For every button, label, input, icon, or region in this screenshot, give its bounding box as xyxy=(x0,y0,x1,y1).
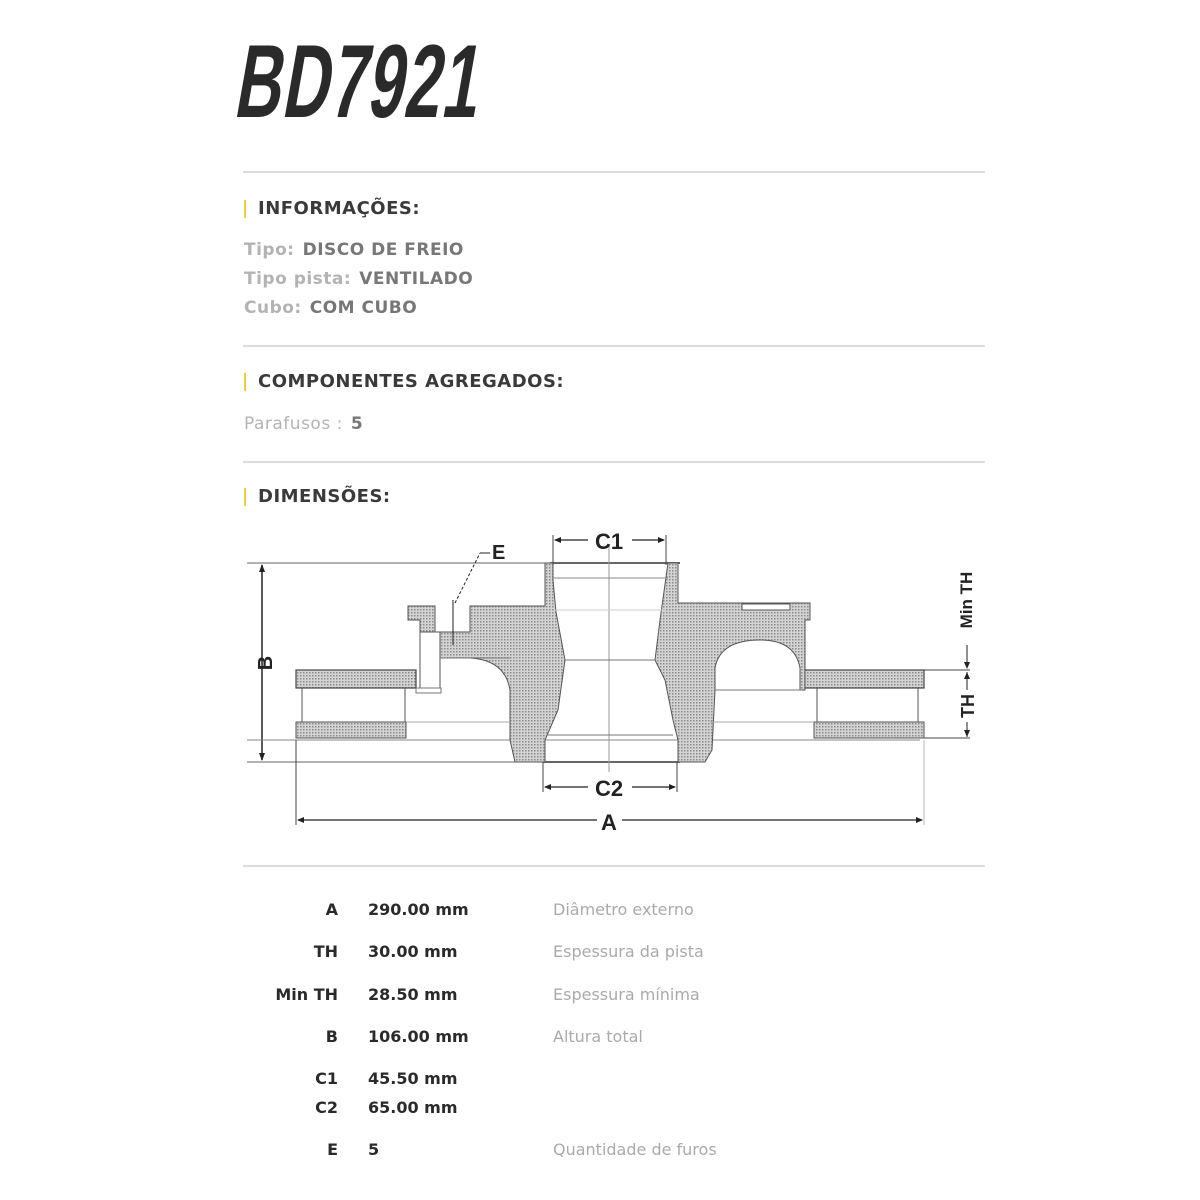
spec-label: A xyxy=(325,900,338,919)
info-key: Tipo: xyxy=(244,240,295,260)
diagram-label-th: TH xyxy=(958,694,978,718)
spec-description: Espessura mínima xyxy=(553,985,700,1004)
section-heading-dimensions xyxy=(244,486,391,507)
info-value: DISCO DE FREIO xyxy=(302,240,464,260)
divider xyxy=(243,345,985,347)
spec-label: Min TH xyxy=(275,985,338,1004)
info-value: COM CUBO xyxy=(309,298,418,318)
section-heading-label: DIMENSÕES: xyxy=(258,486,391,507)
diagram-label-a: A xyxy=(601,810,617,835)
spec-value: 65.00 mm xyxy=(368,1098,458,1117)
section-heading-label: COMPONENTES AGREGADOS: xyxy=(258,371,565,392)
spec-label: C1 xyxy=(315,1069,338,1088)
spec-row-c2 xyxy=(0,1098,900,1122)
divider xyxy=(243,461,985,463)
info-row-parafusos xyxy=(244,414,363,434)
spec-value: 5 xyxy=(368,1140,380,1159)
spec-label: TH xyxy=(313,942,338,961)
section-heading-label: INFORMAÇÕES: xyxy=(258,198,421,219)
diagram-label-e: E xyxy=(492,542,506,564)
spec-label: B xyxy=(325,1027,338,1046)
section-heading-info xyxy=(244,198,420,219)
info-key: Cubo: xyxy=(244,298,302,318)
spec-row-b xyxy=(0,1027,900,1051)
spec-row-min-th xyxy=(0,985,900,1009)
spec-value: 45.50 mm xyxy=(368,1069,458,1088)
section-heading-components xyxy=(244,371,564,392)
info-row-tipo-pista xyxy=(244,269,473,289)
spec-label: E xyxy=(327,1140,338,1159)
spec-value: 290.00 mm xyxy=(368,900,469,919)
spec-description: Altura total xyxy=(553,1027,643,1046)
spec-value: 28.50 mm xyxy=(368,985,458,1004)
info-key: Parafusos : xyxy=(244,414,343,434)
spec-row-e xyxy=(0,1140,900,1164)
info-row-tipo xyxy=(244,240,464,260)
spec-description: Espessura da pista xyxy=(553,942,704,961)
diagram-label-c1: C1 xyxy=(594,529,624,554)
divider xyxy=(243,171,985,173)
product-code-title: BD7921 xyxy=(228,24,494,140)
spec-description: Quantidade de furos xyxy=(553,1140,717,1159)
accent-bar xyxy=(244,200,246,218)
spec-label: C2 xyxy=(315,1098,338,1117)
brake-disc-cross-section-diagram xyxy=(240,525,1000,845)
spec-value: 30.00 mm xyxy=(368,942,458,961)
divider xyxy=(243,865,985,867)
spec-description: Diâmetro externo xyxy=(553,900,694,919)
diagram-label-min-th: Min TH xyxy=(957,571,976,629)
spec-row-c1 xyxy=(0,1069,900,1093)
spec-value: 106.00 mm xyxy=(368,1027,469,1046)
info-row-cubo xyxy=(244,298,417,318)
accent-bar xyxy=(244,373,246,391)
accent-bar xyxy=(244,488,246,506)
info-value: 5 xyxy=(350,414,364,434)
spec-row-a xyxy=(0,900,900,924)
diagram-label-c2: C2 xyxy=(594,776,624,801)
info-value: VENTILADO xyxy=(359,269,474,289)
diagram-label-b: B xyxy=(255,655,277,671)
info-key: Tipo pista: xyxy=(244,269,352,289)
spec-row-th xyxy=(0,942,900,966)
